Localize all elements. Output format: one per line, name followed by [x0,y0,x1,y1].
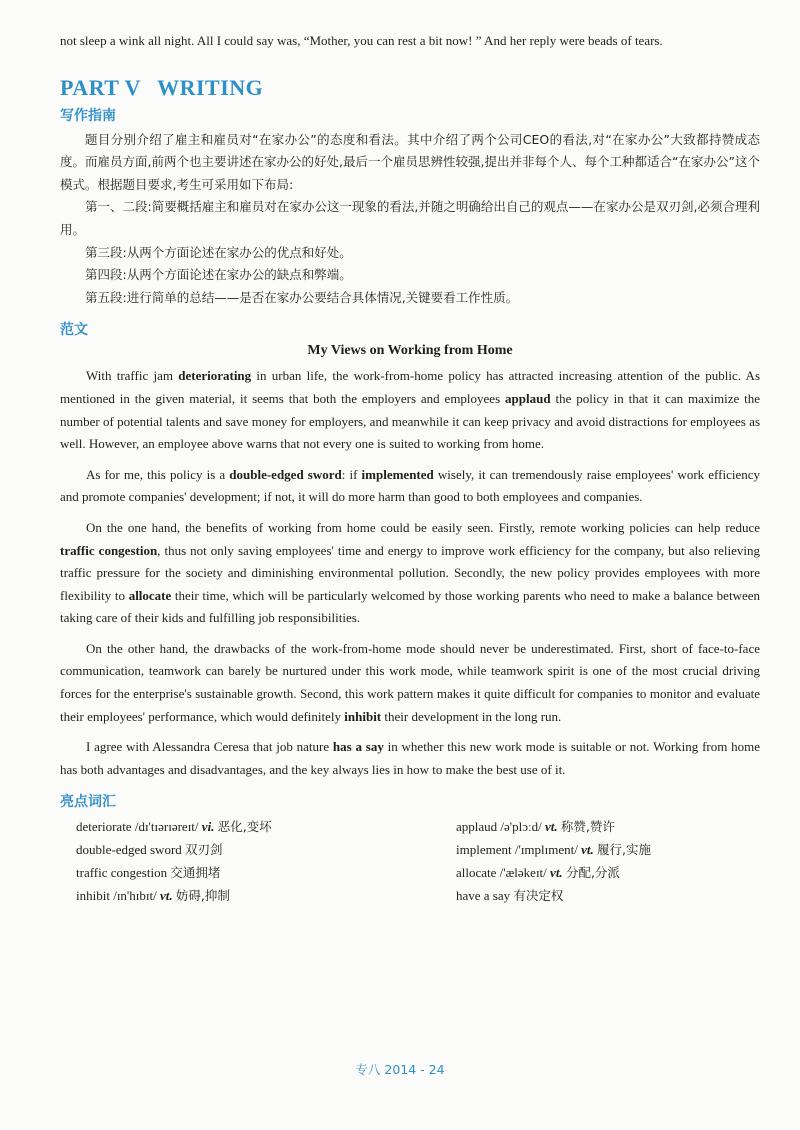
vocab-item [456,838,776,861]
guide-paragraph-4: 第四段:从两个方面论述在家办公的缺点和弊端。 [85,267,352,283]
vocab-item [76,884,456,907]
essay-paragraph-1: With traffic jam deteriorating in urban life, the work-from-home policy has attracted increasing attention of the public. As mentioned in the given material, it seems that both the employers and employees applaud the policy in that it can maximize the number of potential talents and save money for employers, and meanwhile it can keep privacy and avoid distractions for employees as well. However, an employee above warns that not every one is suited to working from home. [60,368,760,452]
vocab-meaning: 有决定权 [513,888,564,904]
part-title: WRITING [157,74,264,100]
essay-paragraph-2: As for me, this policy is a double-edged sword: if implemented wisely, it can tremendously raise employees' work efficiency and promote companies' development; if not, it will do more harm than good to both employees and companies. [60,466,760,505]
vocab-meaning: 称赞,赞许 [560,819,615,835]
essay-paragraph-4: On the other hand, the drawbacks of the work-from-home mode should never be underestimated. First, short of face-to-face communication, teamwork can barely be nurtured under this work mode, while teamwork spirit is one of the most crucial driving forces for the enterprise's sustainable growth. Second, this work pattern makes it quite difficult for companies to monitor and evaluate their employees' performance, which would definitely inhibit their development in the long run. [60,640,760,724]
part-heading [60,75,760,101]
guide-paragraph-3: 第三段:从两个方面论述在家办公的优点和好处。 [85,244,352,260]
sample-heading: 范文 [60,322,88,339]
vocab-pos: vt. [159,888,173,904]
guide-paragraph-2: 第一、二段:简要概括雇主和雇员对在家办公这一现象的看法,并随之明确给出自己的观点——在家办公是双刃剑,必须合理利用。 [60,199,760,237]
page-content [60,30,760,907]
essay-paragraph-3: On the one hand, the benefits of working from home could be easily seen. Firstly, remote working policies can help reduce traffic congestion, thus not only saving employees' time and energy to improve work efficiency for the company, but also relieving traffic pressure for the society and diminishing environmental pollution. Secondly, the new policy provides employees with more flexibility to allocate their time, which will be particularly welcomed by those working parents who need to make a balance between taking care of their kids and fulfilling job responsibilities. [60,519,760,626]
vocab-list [76,815,760,907]
vocab-meaning: 交通拥堵 [170,865,221,881]
vocab-pron: /dɪ'tɪərɪəreɪt/ [134,819,199,835]
essay-title: My Views on Working from Home [307,343,513,359]
vocab-item [456,861,776,884]
vocab-meaning: 分配,分派 [565,865,620,881]
vocab-item [76,838,456,861]
vocab-item [456,815,776,838]
vocab-word: traffic congestion [76,865,168,881]
vocab-word: applaud [456,819,498,835]
vocab-pron: /'ɪmplɪment/ [514,842,578,858]
vocab-word: implement [456,842,512,858]
vocab-word: deteriorate [76,819,132,835]
vocab-pos: vt. [550,865,563,881]
vocab-meaning: 妨碍,抑制 [175,888,230,904]
vocab-item [76,861,456,884]
vocab-pron: /ə'plɔːd/ [500,819,542,835]
guide-paragraph-5: 第五段:进行简单的总结——是否在家办公要结合具体情况,关键要看工作性质。 [85,289,519,305]
essay-paragraph-5: I agree with Alessandra Ceresa that job nature has a say in whether this new work mode is suitable or not. Working from home has both advantages and disadvantages, and the key always lies in how to make the best use of it. [60,739,761,777]
vocab-meaning: 双刃剑 [185,842,223,858]
vocab-pos: vt. [581,842,594,858]
vocab-pron: /'æləkeɪt/ [499,865,547,881]
guide-paragraph-1: 题目分别介绍了雇主和雇员对“在家办公”的态度和看法。其中介绍了两个公司CEO的看法,对“在家办公”大致都持赞成态度。而雇员方面,前两个也主要讲述在家办公的好处,最后一个雇员思辨性较强,提出并非每个人、每个工种都适合“在家办公”这个模式。根据题目要求,考生可采用如下布局: [60,131,760,192]
intro-text: not sleep a wink all night. All I could say was, “Mother, you can rest a bit now! ” And her reply were beads of tears. [60,33,663,48]
part-number: PART V [60,74,142,100]
vocab-heading: 亮点词汇 [60,794,116,811]
vocab-item [76,815,456,838]
vocab-pos: vi. [201,819,215,835]
vocab-word: double-edged sword [76,842,182,858]
vocab-meaning: 恶化,变坏 [217,819,272,835]
vocab-pos: vt. [545,819,558,835]
vocab-word: inhibit [76,888,110,904]
vocab-word: have a say [456,888,511,904]
vocab-item [456,884,776,907]
vocab-pron: /ɪn'hɪbɪt/ [113,888,157,904]
vocab-word: allocate [456,865,497,881]
page-footer: 专八 2014 - 24 [355,1062,445,1077]
vocab-meaning: 履行,实施 [597,842,651,858]
guide-heading: 写作指南 [60,107,116,124]
